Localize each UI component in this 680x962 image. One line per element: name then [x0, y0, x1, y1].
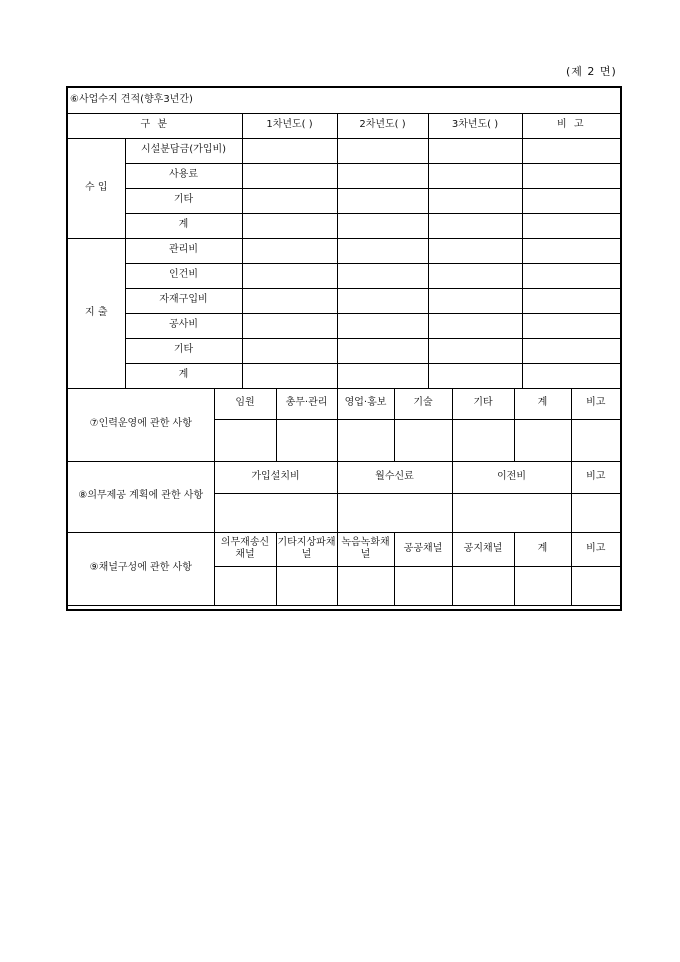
cell-input[interactable] — [428, 338, 522, 363]
section7-header: 계 — [514, 389, 571, 420]
cell-input[interactable] — [522, 263, 620, 288]
expense-item: 관리비 — [125, 238, 242, 263]
cell-input[interactable] — [428, 138, 522, 163]
expense-item: 공사비 — [125, 313, 242, 338]
cell-input[interactable] — [522, 363, 620, 388]
cell-input[interactable] — [522, 188, 620, 213]
cell-input[interactable] — [337, 163, 428, 188]
income-item: 시설분담금(가입비) — [125, 138, 242, 163]
header-year1: 1차년도( ) — [242, 113, 337, 138]
cell-input[interactable] — [242, 138, 337, 163]
cell-input[interactable] — [337, 238, 428, 263]
section7-header: 비고 — [571, 389, 620, 420]
cell-input[interactable] — [394, 566, 452, 605]
section7-header: 영업·홍보 — [337, 389, 394, 420]
section9-header: 비고 — [571, 532, 620, 566]
cell-input[interactable] — [337, 338, 428, 363]
income-item: 사용료 — [125, 163, 242, 188]
cell-input[interactable] — [522, 313, 620, 338]
expense-item: 인건비 — [125, 263, 242, 288]
cell-input[interactable] — [214, 493, 337, 532]
section9-header: 녹음녹화채 널 — [337, 532, 394, 566]
section7-header: 기타 — [452, 389, 514, 420]
section8-header: 이전비 — [452, 461, 571, 493]
section9-header: 기타지상파채 널 — [276, 532, 337, 566]
sections-7-9-table — [68, 389, 620, 606]
cell-input[interactable] — [337, 493, 452, 532]
section6-table — [68, 88, 620, 389]
page-number: (제 2 면) — [566, 65, 617, 78]
header-category: 구 분 — [68, 113, 242, 138]
income-item: 기타 — [125, 188, 242, 213]
cell-input[interactable] — [337, 213, 428, 238]
section6-title: ⑥사업수지 견적(향후3년간) — [68, 88, 620, 113]
business-plan-form — [66, 86, 622, 611]
section8-header: 가입설치비 — [214, 461, 337, 493]
cell-input[interactable] — [428, 163, 522, 188]
cell-input[interactable] — [452, 419, 514, 461]
section7-header: 총무·관리 — [276, 389, 337, 420]
cell-input[interactable] — [522, 138, 620, 163]
cell-input[interactable] — [337, 138, 428, 163]
section9-header: 계 — [514, 532, 571, 566]
section7-header: 임원 — [214, 389, 276, 420]
cell-input[interactable] — [428, 313, 522, 338]
cell-input[interactable] — [242, 338, 337, 363]
cell-input[interactable] — [522, 238, 620, 263]
section8-title: ⑧의무제공 계획에 관한 사항 — [68, 461, 214, 532]
cell-input[interactable] — [522, 288, 620, 313]
expense-item: 기타 — [125, 338, 242, 363]
cell-input[interactable] — [242, 363, 337, 388]
cell-input[interactable] — [452, 493, 571, 532]
section8-header: 비고 — [571, 461, 620, 493]
section8-header: 월수신료 — [337, 461, 452, 493]
income-label: 수 입 — [68, 138, 125, 238]
cell-input[interactable] — [428, 288, 522, 313]
cell-input[interactable] — [337, 363, 428, 388]
cell-input[interactable] — [337, 313, 428, 338]
cell-input[interactable] — [242, 188, 337, 213]
cell-input[interactable] — [514, 566, 571, 605]
section9-title: ⑨채널구성에 관한 사항 — [68, 532, 214, 605]
cell-input[interactable] — [242, 313, 337, 338]
cell-input[interactable] — [242, 238, 337, 263]
cell-input[interactable] — [337, 419, 394, 461]
cell-input[interactable] — [337, 566, 394, 605]
cell-input[interactable] — [242, 288, 337, 313]
cell-input[interactable] — [337, 288, 428, 313]
cell-input[interactable] — [428, 238, 522, 263]
cell-input[interactable] — [522, 213, 620, 238]
cell-input[interactable] — [452, 566, 514, 605]
cell-input[interactable] — [214, 419, 276, 461]
section9-header: 공공채널 — [394, 532, 452, 566]
income-item: 계 — [125, 213, 242, 238]
expense-label: 지 출 — [68, 238, 125, 388]
header-year3: 3차년도( ) — [428, 113, 522, 138]
cell-input[interactable] — [522, 163, 620, 188]
cell-input[interactable] — [276, 419, 337, 461]
cell-input[interactable] — [242, 263, 337, 288]
cell-input[interactable] — [571, 419, 620, 461]
cell-input[interactable] — [214, 566, 276, 605]
cell-input[interactable] — [276, 566, 337, 605]
cell-input[interactable] — [242, 163, 337, 188]
cell-input[interactable] — [428, 363, 522, 388]
cell-input[interactable] — [571, 493, 620, 532]
section7-title: ⑦인력운영에 관한 사항 — [68, 389, 214, 462]
section9-header: 공지채널 — [452, 532, 514, 566]
header-year2: 2차년도( ) — [337, 113, 428, 138]
cell-input[interactable] — [428, 213, 522, 238]
cell-input[interactable] — [522, 338, 620, 363]
cell-input[interactable] — [242, 213, 337, 238]
section9-header: 의무재송신 채널 — [214, 532, 276, 566]
expense-item: 계 — [125, 363, 242, 388]
cell-input[interactable] — [337, 188, 428, 213]
expense-item: 자재구입비 — [125, 288, 242, 313]
cell-input[interactable] — [428, 263, 522, 288]
header-remarks: 비 고 — [522, 113, 620, 138]
cell-input[interactable] — [571, 566, 620, 605]
cell-input[interactable] — [337, 263, 428, 288]
section7-header: 기술 — [394, 389, 452, 420]
cell-input[interactable] — [428, 188, 522, 213]
cell-input[interactable] — [394, 419, 452, 461]
cell-input[interactable] — [514, 419, 571, 461]
